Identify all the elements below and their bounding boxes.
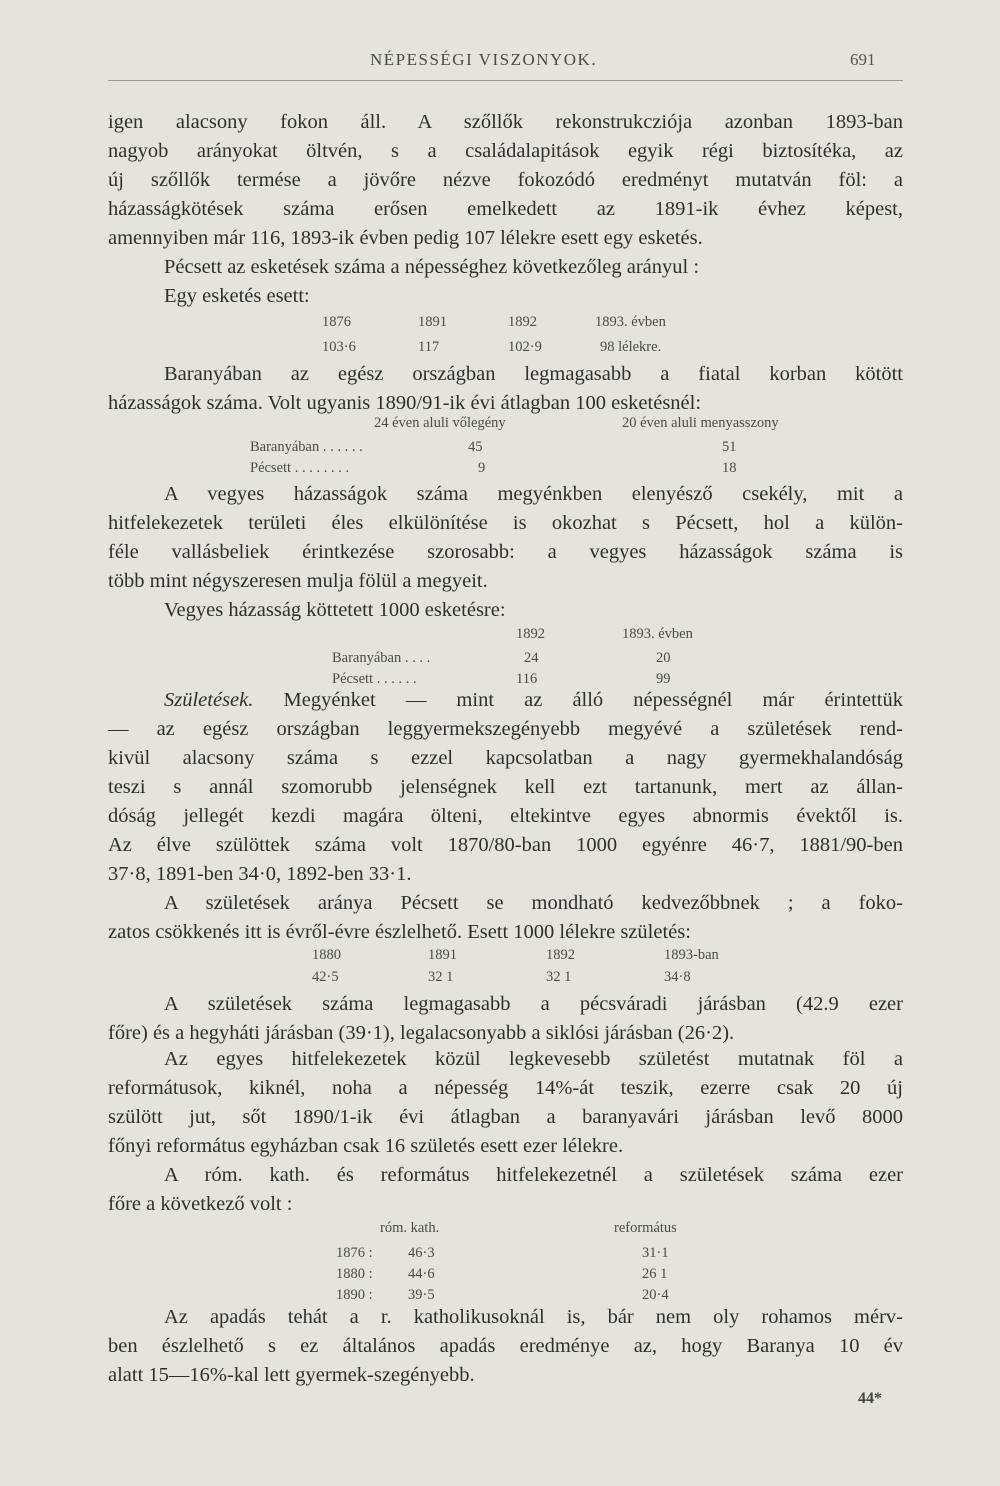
text-line: házasságok száma. Volt ugyanis 1890/91-ik évi átlagban 100 esketésnél: [108,392,702,414]
column-header: róm. kath. [380,1220,440,1236]
text-line: házasságkötések száma erősen emelkedett az 1891-ik évhez képest, [108,198,903,220]
table-value: 20 [656,650,671,666]
running-header: NÉPESSÉGI VISZONYOK. [370,50,598,69]
text-line: A születések száma legmagasabb a pécsváradi járásban (42.9 ezer [164,993,903,1015]
paragraph-5 [108,686,903,889]
signature-mark: 44* [858,1390,882,1407]
text-line: dóság jellegét kezdi magára ölteni, eltekintve egyes abnormis évektől is. [108,805,903,827]
table-value: 39·5 [408,1287,435,1303]
table-value: 32 1 [546,969,572,985]
text-line: igen alacsony fokon áll. A szőllők rekonstrukcziója azonban 1893-ban [108,111,903,133]
paragraph-10 [108,1303,903,1390]
table-year: 1891 [418,314,447,330]
row-label: 1880 : [336,1266,373,1282]
paragraph-9 [108,1161,903,1219]
text-line: 37·8, 1891-ben 34·0, 1892-ben 33·1. [108,863,412,885]
text-line: féle vallásbeliek érintkezése szorosabb: a vegyes házasságok száma is [108,541,903,563]
table-year: 1876 [322,314,351,330]
table-year: 1893. évben [595,314,666,330]
text-line: zatos csökkenés itt is évről-évre észlelhető. Esett 1000 lélekre születés: [108,921,691,943]
column-header: 24 éven aluli vőlegény [374,415,506,431]
table-value: 18 [722,460,737,476]
table-value: 46·3 [408,1245,435,1261]
table-value: 102·9 [508,339,542,355]
table-year: 1892 [546,947,575,963]
table-value: 9 [478,460,486,476]
text-line: amennyiben már 116, 1893-ik évben pedig 107 lélekre esett egy esketés. [108,227,703,249]
paragraph-7 [108,990,903,1048]
text-line: főre) és a hegyháti járásban (39·1), legalacsonyabb a siklósi járásban (26·2). [108,1022,735,1044]
text-line: teszi s annál szomorubb jelenségnek kell ezt tartanunk, mert az állan- [108,776,903,798]
text-line: főnyi református egyházban csak 16 születés esett ezer lélekre. [108,1135,624,1157]
paragraph-4 [108,480,903,625]
text-line: ben észlelhető s ez általános apadás eredménye az, hogy Baranya 10 év [108,1335,903,1357]
column-header: 20 éven aluli menyasszony [622,415,779,431]
table-value: 117 [418,339,440,355]
text-line: Az élve szülöttek száma volt 1870/80-ban 1000 egyénre 46·7, 1881/90-ben [108,834,903,856]
text-line [108,686,903,715]
table-value: 26 1 [642,1266,668,1282]
text-line: új szőllők termése a jövőre nézve fokozódó eredményt mutatván föl: a [108,169,903,191]
text-line: több mint négyszeresen mulja fölül a megyeit. [108,570,488,592]
table-value: 99 [656,671,671,687]
text-line: — az egész országban leggyermekszegényebb megyévé a születések rend- [108,718,903,740]
row-label: Baranyában . . . . . . [250,439,363,455]
text-line: Az egyes hitfelekezetek közül legkevesebb születést mutatnak föl a [164,1048,903,1070]
text-line: Pécsett az esketések száma a népességhez következőleg arányul : [164,256,700,278]
table-value: 45 [468,439,483,455]
table-value: 116 [516,671,538,687]
paragraph-8 [108,1045,903,1161]
text-line: alatt 15—16%-kal lett gyermek-szegényebb. [108,1364,475,1386]
paragraph-1 [108,108,903,253]
text-line: Vegyes házasság köttetett 1000 esketésre: [164,599,506,621]
text-line: A róm. kath. és református hitfelekezetnél a születések száma ezer [164,1164,903,1186]
row-label: Baranyában . . . . [332,650,431,666]
text-line: A vegyes házasságok száma megyénkben elenyésző csekély, mit a [164,483,903,505]
column-header: református [614,1220,677,1236]
paragraph-6 [108,889,903,947]
table-year: 1892 [516,626,545,642]
table-value: 51 [722,439,737,455]
row-label: Pécsett . . . . . . . . [250,460,350,476]
paragraph-3 [108,360,903,418]
table-value: 98 lélekre. [600,339,662,355]
text-line: nagyob arányokat öltvén, s a családalapitások egyik régi biztosítéka, az [108,140,903,162]
page-number: 691 [850,50,876,69]
text-line: A születések aránya Pécsett se mondható kedvezőbbnek ; a foko- [164,892,903,914]
table-value: 42·5 [312,969,339,985]
text-line: főre a következő volt : [108,1193,293,1215]
row-label: 1876 : [336,1245,373,1261]
text-line: Egy esketés esett: [164,285,310,307]
text-line: szülött jut, sőt 1890/1-ik évi átlagban a baranyavári járásban levő 8000 [108,1106,903,1128]
table-year: 1893. évben [622,626,693,642]
text-line: Az apadás tehát a r. katholikusoknál is, bár nem oly rohamos mérv- [164,1306,903,1328]
table-year: 1893-ban [664,947,719,963]
table-value: 34·8 [664,969,691,985]
table-value: 20·4 [642,1287,669,1303]
text-span: Megyénket — mint az álló népességnél már érintettük [253,689,903,711]
text-line: hitfelekezetek területi éles elkülönítése is okozhat s Pécsett, hol a külön- [108,512,903,534]
table-value: 24 [524,650,539,666]
row-label: 1890 : [336,1287,373,1303]
header-rule [108,80,903,81]
text-line: Baranyában az egész országban legmagasabb a fiatal korban kötött [164,363,903,385]
table-year: 1891 [428,947,457,963]
table-value: 44·6 [408,1266,435,1282]
row-label: Pécsett . . . . . . [332,671,417,687]
text-line: kivül alacsony száma s ezzel kapcsolatban a nagy gyermekhalandóság [108,747,903,769]
table-value: 31·1 [642,1245,669,1261]
paragraph-2 [108,253,903,311]
table-value: 103·6 [322,339,356,355]
text-line: reformátusok, kiknél, noha a népesség 14%-át teszik, ezerre csak 20 új [108,1077,903,1099]
table-value: 32 1 [428,969,454,985]
table-year: 1892 [508,314,537,330]
section-heading: Születések. [164,689,254,711]
table-year: 1880 [312,947,341,963]
